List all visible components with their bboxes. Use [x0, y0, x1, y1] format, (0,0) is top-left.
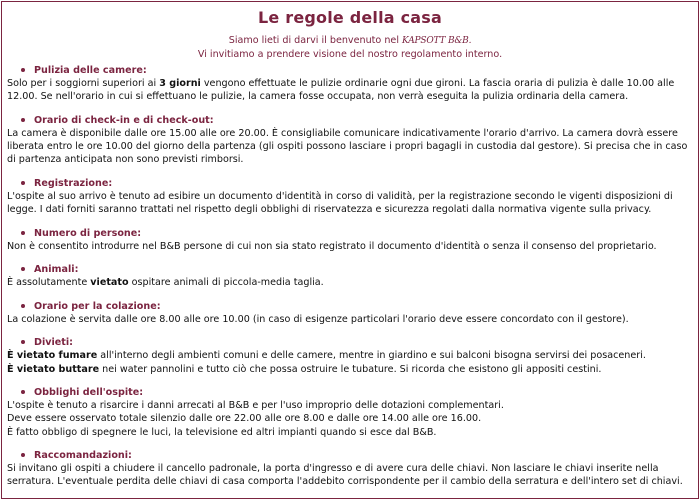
section-heading	[7, 114, 695, 127]
rules-list	[7, 64, 695, 499]
section-heading	[7, 449, 695, 462]
text-span: ospitare animali di piccola-media taglia.	[128, 277, 324, 289]
heading-text: Registrazione:	[34, 177, 113, 189]
section-line: di partenza anticipata non sono previsti rimborsi.	[7, 154, 244, 166]
section-pulizia	[7, 64, 695, 104]
section-line: Non è consentito introdurre nel B&B persone di cui non sia stato registrato il documento d'identità o senza il consenso del proprietario.	[7, 240, 657, 252]
bold-text: 3 giorni	[159, 78, 201, 90]
page-title: Le regole della casa	[258, 8, 442, 27]
section-line: legge. I dati forniti saranno trattati nel rispetto degli obblighi di riservatezza e sicurezza regolati dalla normativa vigente sulla privacy.	[7, 204, 652, 216]
bullet-icon	[21, 304, 25, 308]
heading-text: Raccomandazioni:	[34, 450, 132, 462]
heading-text: Obblighi dell'ospite:	[34, 387, 144, 399]
heading-text: Divieti:	[34, 337, 74, 349]
heading-text: Orario per la colazione:	[34, 300, 161, 312]
intro-welcome-line	[0, 34, 700, 48]
text-span: vengono effettuate le pulizie ordinarie ogni due gironi. La fascia oraria di pulizia è dalle 10.00 alle	[200, 78, 675, 90]
text-span: nei water pannolini e tutto ciò che possa ostruire le tubature. Si ricorda che esistono gli appositi cestini.	[99, 363, 602, 375]
section-heading	[7, 177, 695, 190]
section-heading	[7, 227, 695, 240]
section-heading	[7, 64, 695, 77]
section-line: 12.00. Se nell'orario in cui si effettuano le pulizie, la camera fosse occupata, non verrà eseguita la pulizia ordinaria della camera.	[7, 91, 629, 103]
heading-text: Orario di check-in e di check-out:	[34, 114, 214, 126]
section-line: L'ospite è tenuto a risarcire i danni arrecati al B&B e per l'uso improprio delle dotazioni complementari.	[7, 400, 504, 412]
heading-text: Pulizia delle camere:	[34, 65, 147, 76]
section-heading	[7, 336, 695, 349]
section-line: L'ospite al suo arrivo è tenuto ad esibire un documento d'identità in corso di validità, per la registrazione secondo le vigenti disposizioni di	[7, 190, 673, 202]
intro-invite-line: Vi invitiamo a prendere visione del nostro regolamento interno.	[197, 49, 503, 60]
section-line: La colazione è servita dalle ore 8.00 alle ore 10.00 (in caso di esigenze particolari l'orario deve essere concordato con il gestore).	[7, 313, 629, 325]
section-line: serratura. L'eventuale perdita delle chiavi di casa comporta l'addebito corrispondente per il cambio della serratura e dell'intero set di chiavi.	[7, 476, 683, 488]
section-line: Deve essere osservato totale silenzio dalle ore 22.00 alle ore 8.00 e dalle ore 14.00 alle ore 16.00.	[7, 413, 482, 425]
section-persone	[7, 227, 695, 253]
intro-text	[0, 34, 700, 61]
bullet-icon	[21, 453, 25, 457]
bullet-icon	[21, 118, 25, 122]
section-raccomandazioni	[7, 449, 695, 489]
section-obblighi	[7, 386, 695, 439]
bold-text: È vietato buttare	[7, 363, 100, 375]
section-line	[7, 349, 695, 362]
bullet-icon	[21, 181, 25, 185]
section-line: Si invitano gli ospiti a chiudere il cancello padronale, la porta d'ingresso e di avere cura delle chiavi. Non lasciare le chiavi inserite nella	[7, 463, 659, 475]
intro-welcome-text: Siamo lieti di darvi il benvenuto nel	[228, 35, 403, 46]
section-line: La camera è disponibile dalle ore 15.00 alle ore 20.00. È consigliabile comunicare indicativamente l'orario d'arrivo. La camera dovrà essere	[7, 127, 678, 139]
section-registrazione	[7, 177, 695, 217]
bold-text: vietato	[90, 277, 129, 289]
section-line	[7, 276, 695, 289]
bold-text: È vietato fumare	[7, 350, 98, 362]
brand-logo-text: KAPSOTT B&B.	[402, 36, 472, 46]
text-span: Solo per i soggiorni superiori ai	[7, 78, 160, 90]
text-span: È assolutamente	[7, 277, 91, 289]
section-line: È fatto obbligo di spegnere le luci, la televisione ed altri impianti quando si esce dal B&B.	[7, 426, 437, 438]
section-heading	[7, 263, 695, 276]
section-colazione	[7, 300, 695, 326]
section-heading	[7, 300, 695, 313]
section-line	[7, 77, 695, 90]
section-line: liberata entro le ore 10.00 del giorno della partenza (gli ospiti possono lasciare i propri bagagli in custodia dal gestore). Si precisa che in caso	[7, 141, 688, 153]
section-line	[7, 363, 695, 376]
bullet-icon	[21, 267, 25, 271]
section-heading	[7, 386, 695, 399]
section-animali	[7, 263, 695, 289]
section-divieti	[7, 336, 695, 376]
heading-text: Animali:	[34, 264, 79, 276]
text-span: all'interno degli ambienti comuni e delle camere, mentre in giardino e sui balconi bisogna servirsi dei posaceneri.	[97, 350, 646, 362]
bullet-icon	[21, 68, 25, 72]
heading-text: Numero di persone:	[34, 227, 142, 239]
bullet-icon	[21, 390, 25, 394]
bullet-icon	[21, 231, 25, 235]
bullet-icon	[21, 340, 25, 344]
section-orario	[7, 114, 695, 167]
